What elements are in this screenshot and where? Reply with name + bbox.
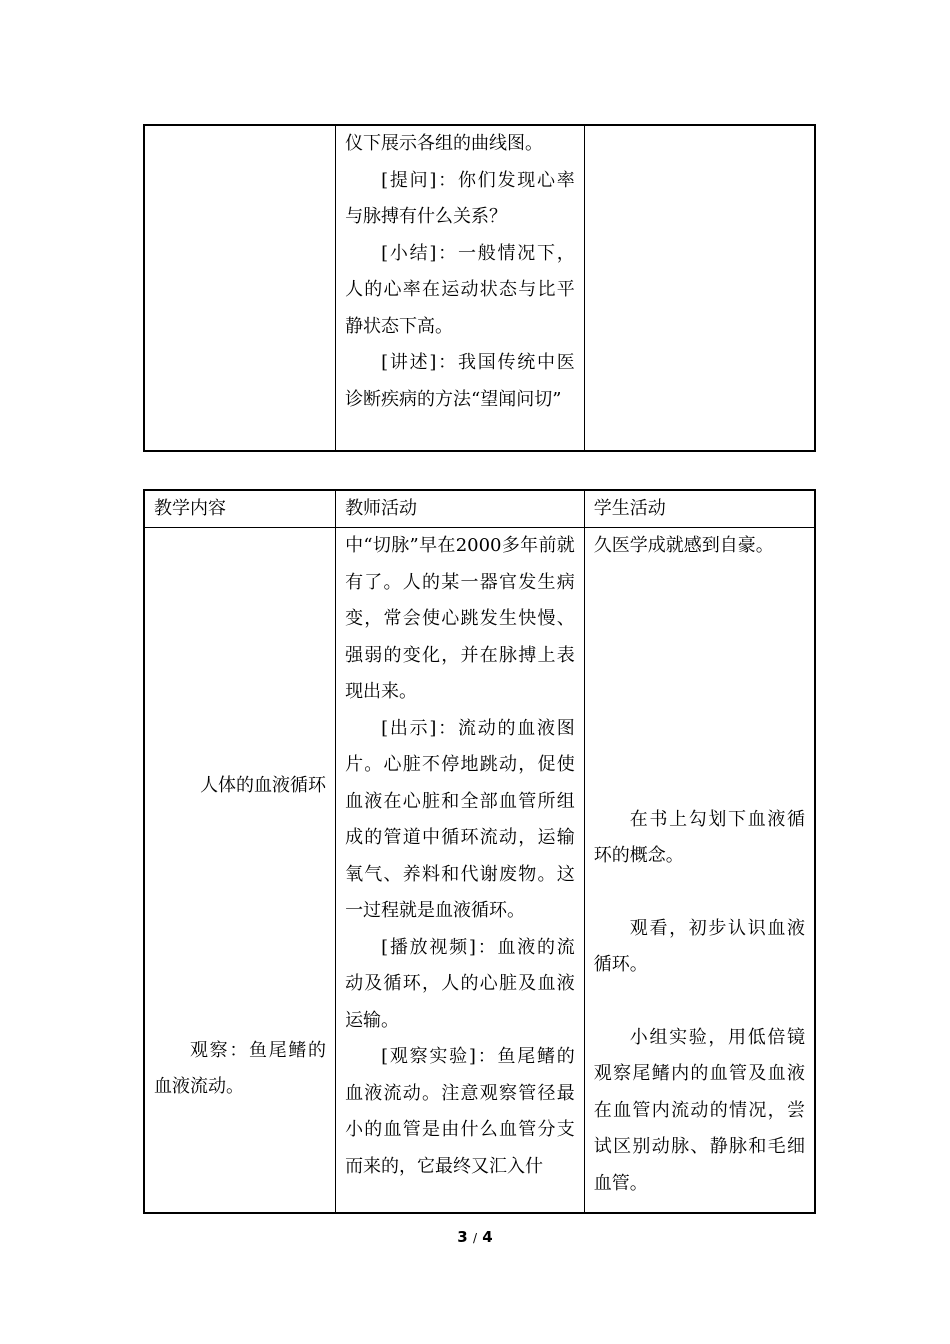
page-total: 4 [482,1228,493,1246]
teacher-paragraph: 中“切脉”早在2000多年前就有了。人的某一器官发生病变，常会使心跳发生快慢、强弱的变化，并在脉搏上表现出来。 [345,535,575,702]
teacher-activity-cell [336,528,585,1213]
topic-fish-tail-observation: 观察：鱼尾鳍的血液流动。 [154,1039,327,1097]
topic-blood-circulation: 人体的血液循环 [200,775,327,796]
header-teacher: 教师活动 [336,490,585,528]
lesson-table [143,489,816,1214]
student-paragraph: 小组实验，用低倍镜观察尾鳍内的血管及血液在血管内流动的情况，尝试区别动脉、静脉和毛细血管。 [593,1026,805,1194]
student-paragraph: 观看，初步认识血液循环。 [593,917,805,975]
student-paragraph: 在书上勾划下血液循环的概念。 [593,808,805,866]
header-student: 学生活动 [584,490,815,528]
student-paragraph: 久医学成就感到自豪。 [593,535,774,556]
student-activity-cell [584,528,815,1213]
student-cell-empty [584,125,815,451]
content-cell [144,528,336,1213]
content-cell-empty [144,125,336,451]
header-content: 教学内容 [144,490,336,528]
teacher-paragraph: 仪下展示各组的曲线图。 [345,133,544,154]
teacher-paragraph: [出示]：流动的血液图片。心脏不停地跳动，促使血液在心脏和全部血管所组成的管道中循环流动，运输氧气、养料和代谢废物。这一过程就是血液循环。 [345,717,575,921]
page-number [0,1228,950,1246]
teacher-paragraph: [提问]：你们发现心率与脉搏有什么关系？ [345,169,575,227]
page-separator: / [472,1231,478,1245]
teacher-paragraph: [小结]：一般情况下，人的心率在运动状态与比平静状态下高。 [345,242,575,337]
table-continued [143,124,816,452]
teacher-activity-cell [336,125,585,451]
teacher-paragraph: [观察实验]：鱼尾鳍的血液流动。注意观察管径最小的血管是由什么血管分支而来的，它最终又汇入什 [345,1046,575,1177]
page-current: 3 [457,1228,468,1246]
teacher-paragraph: [播放视频]：血液的流动及循环，人的心脏及血液运输。 [345,936,575,1031]
teacher-paragraph: [讲述]：我国传统中医诊断疾病的方法“望闻问切” [345,352,575,410]
